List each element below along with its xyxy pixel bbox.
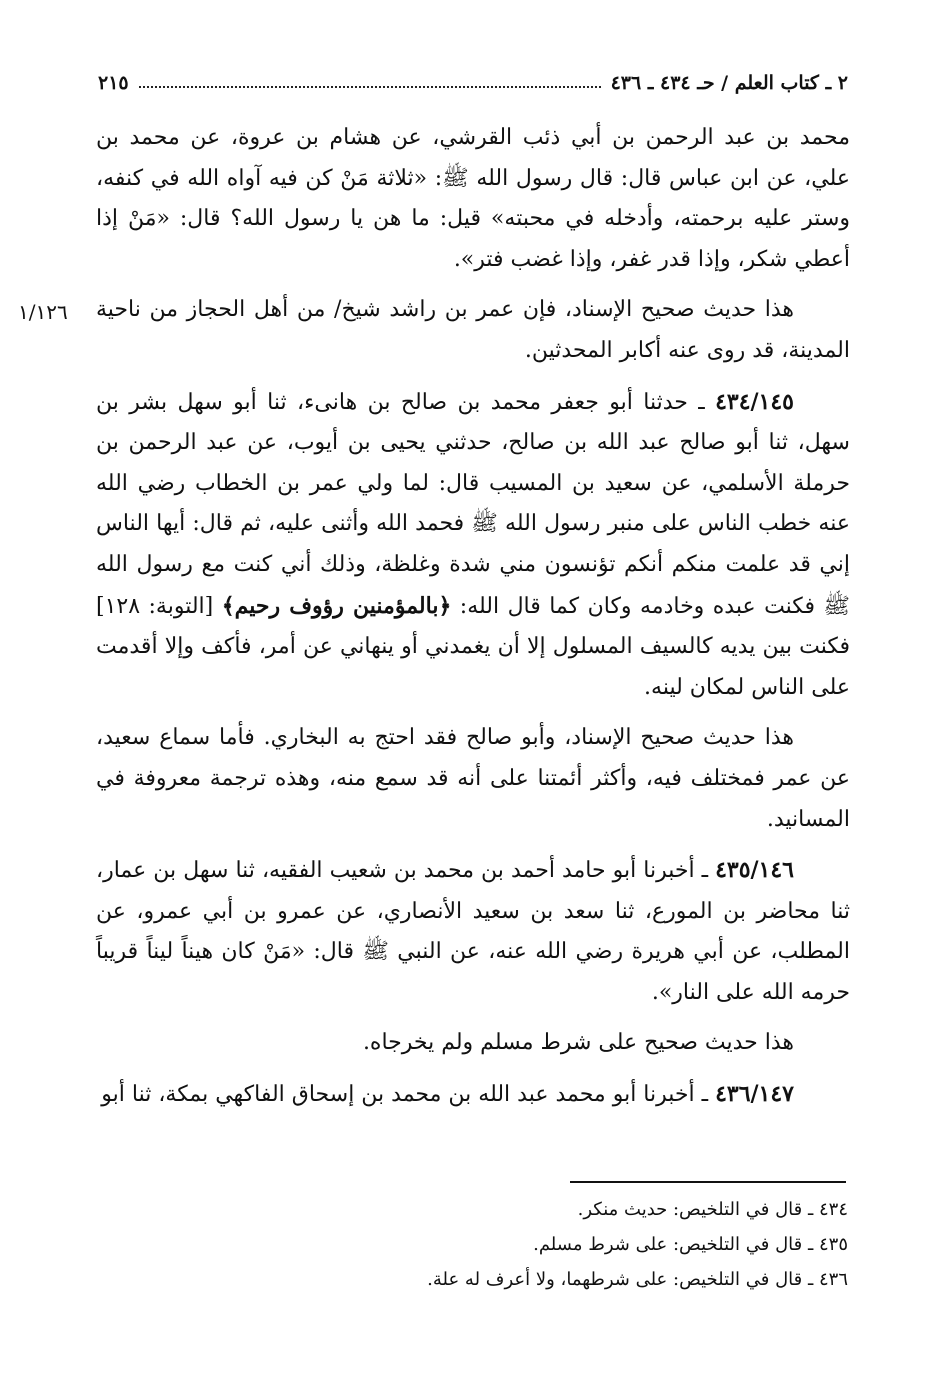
footnote-436: ٤٣٦ ـ قال في التلخيص: على شرطهما، ولا أعرف له علة. [427, 1269, 848, 1290]
footnotes [300, 1192, 848, 1297]
hadith-436 [96, 1074, 850, 1116]
header-title: ٢ ـ كتاب العلم / حـ ٤٣٤ ـ ٤٣٦ [610, 72, 848, 94]
running-header [98, 66, 848, 100]
hadith-434 [96, 382, 850, 709]
margin-volume-page-note: ١/١٢٦ [18, 300, 68, 324]
footnote-separator [570, 1181, 846, 1183]
paragraph-text: ـ أخبرنا أبو حامد أحمد بن محمد بن شعيب الفقيه، ثنا سهل بن عمار، ثنا محاضر بن المورع، ثنا سعد بن سعيد الأنصاري، عن عمرو بن أبي عمرو، عن المطلب، عن أبي هريرة رضي الله عنه، عن النبي ﷺ قال: «مَنْ كان هيناً ليناً قريباً حرمه الله على النار». [96, 858, 850, 1005]
hadith-435 [96, 850, 850, 1013]
paragraph-text: هذا حديث صحيح على شرط مسلم ولم يخرجاه. [362, 1030, 794, 1056]
paragraph-text-after: [التوبة: ١٢٨] فكنت بين يديه كالسيف المسلول إلا أن يغمدني أو ينهاني عن أمر، فأكف وإلا أقدمت على الناس لمكان لينه. [96, 593, 850, 700]
paragraph-text: هذا حديث صحيح الإسناد، وأبو صالح فقد احتج به البخاري. فأما سماع سعيد، عن عمر فمختلف فيه، وأكثر أئمتنا على أنه قد سمع منه، وهذه ترجمة معروفة في المسانيد. [96, 725, 850, 832]
paragraph-text: هذا حديث صحيح الإسناد، فإن عمر بن راشد شيخ/ من أهل الحجاز من ناحية المدينة، قد روى عنه أكابر المحدثين. [96, 297, 850, 363]
paragraph-grading [96, 290, 850, 371]
paragraph-continuation [96, 118, 850, 280]
quran-quote: ﴿بالمؤمنين رؤوف رحيم﴾ [221, 592, 452, 619]
page-number: ٢١٥ [98, 72, 129, 94]
footnote-434: ٤٣٤ ـ قال في التلخيص: حديث منكر. [577, 1199, 848, 1220]
hadith-number: ٤٣٦/١٤٧ [715, 1081, 794, 1108]
main-text [96, 118, 850, 1126]
hadith-number: ٤٣٥/١٤٦ [715, 857, 794, 884]
paragraph-text: ـ حدثنا أبو جعفر محمد بن صالح بن هانىء، ثنا أبو سهل بشر بن سهل، ثنا أبو صالح عبد الله بن صالح، حدثني يحيى بن أيوب، عن عبد الرحمن بن حرملة الأسلمي، عن سعيد بن المسيب قال: لما ولي عمر بن الخطاب رضي الله عنه خطب الناس على منبر رسول الله ﷺ فحمد الله وأثنى عليه، ثم قال: أيها الناس إني قد علمت منكم أنكم تؤنسون مني شدة وغلظة، وذلك أني كنت مع رسول الله ﷺ فكنت عبده وخادمه وكان كما قال الله: [96, 389, 851, 619]
footnote-435: ٤٣٥ ـ قال في التلخيص: على شرط مسلم. [533, 1234, 848, 1255]
paragraph-grading [96, 1023, 850, 1064]
paragraph-grading [96, 718, 850, 840]
hadith-number: ٤٣٤/١٤٥ [715, 388, 794, 415]
paragraph-text: ـ أخبرنا أبو محمد عبد الله بن محمد بن إسحاق الفاكهي بمكة، ثنا أبو [101, 1082, 716, 1108]
paragraph-text: محمد بن عبد الرحمن بن أبي ذئب القرشي، عن هشام بن عروة، عن محمد بن علي، عن ابن عباس قال: قال رسول الله ﷺ: «ثلاثة مَنْ كن فيه آواه الله في كنفه، وستر عليه برحمته، وأدخله في محبته» قيل: ما هن يا رسول الله؟ قال: «مَنْ إذا أعطي شكر، وإذا قدر غفر، وإذا غضب فتر». [96, 125, 850, 272]
header-dot-leader [139, 86, 601, 88]
